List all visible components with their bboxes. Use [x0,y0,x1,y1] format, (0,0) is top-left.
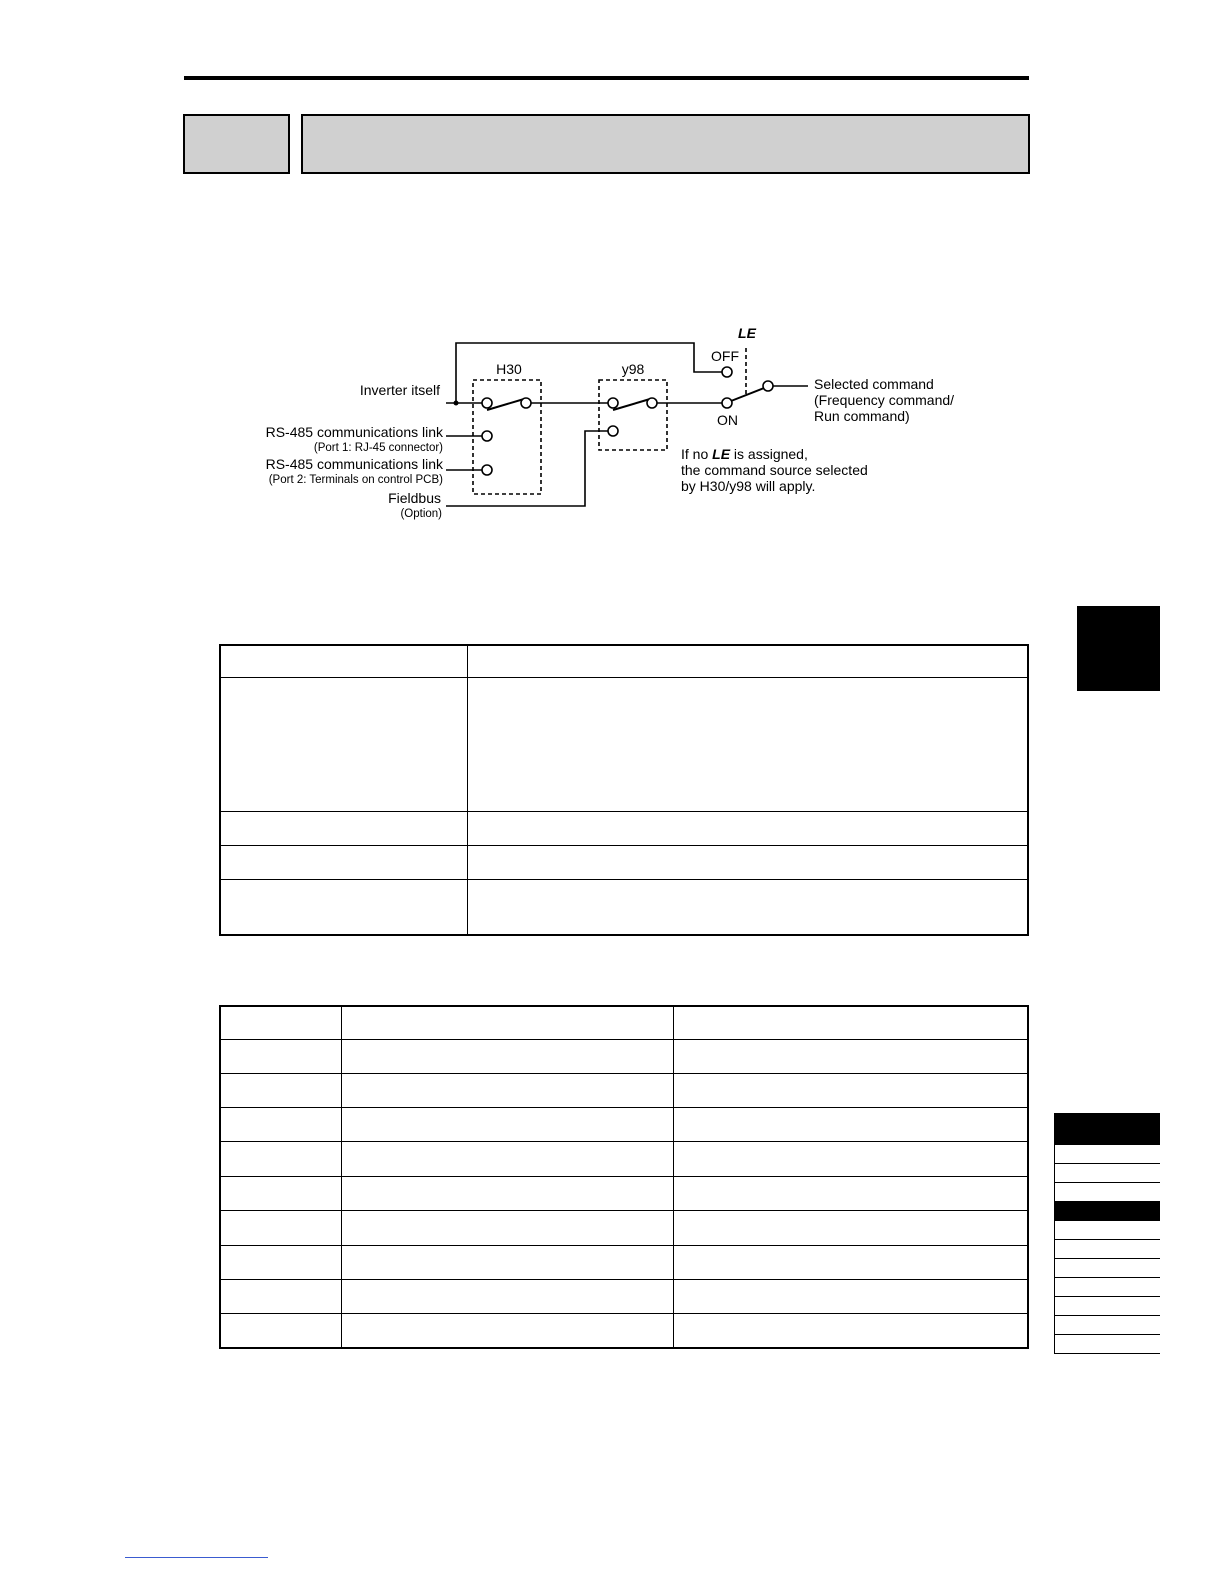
table-cell [220,1176,341,1210]
chapter-tab[interactable] [1077,606,1160,691]
table-cell [673,1245,1028,1279]
input-sublabel-port2: (Port 2: Terminals on control PCB) [268,474,443,486]
footer-link-underline[interactable] [125,1557,268,1558]
input-sublabel-port1: (Port 1: RJ-45 connector) [313,442,443,454]
side-index-item[interactable] [1054,1145,1160,1164]
side-index-item-active[interactable] [1054,1113,1160,1145]
table-cell [220,845,467,879]
table-cell [673,1279,1028,1313]
input-label-inverter: Inverter itself [359,382,440,398]
side-index-item[interactable] [1054,1316,1160,1335]
input-label-port1: RS-485 communications link [265,424,443,440]
junction-dot [454,401,459,406]
table-cell [673,1107,1028,1141]
table-row [220,677,1028,811]
side-index-item-active[interactable] [1054,1202,1160,1221]
h30-contact-common [521,398,531,408]
command-source-table [219,644,1029,936]
table-cell [341,1245,673,1279]
table-cell [220,1107,341,1141]
h30-label: H30 [496,361,522,377]
h30-contact-3 [482,465,492,475]
table-row [220,1141,1028,1176]
input-label-port2: RS-485 communications link [265,456,443,472]
table-row [220,1210,1028,1245]
le-label: LE [738,325,756,341]
le-blade [731,388,764,401]
note-line-3: by H30/y98 will apply. [681,478,816,494]
side-index-item[interactable] [1054,1221,1160,1240]
side-index-item[interactable] [1054,1278,1160,1297]
le-off-contact [722,367,732,377]
table-cell [341,1279,673,1313]
table-cell [220,811,467,845]
y98-contact-2 [608,426,618,436]
table-cell [341,1313,673,1348]
y98-switch-box [599,380,667,450]
h30-contact-1 [482,398,492,408]
output-label-3: Run command) [814,408,910,424]
table-row [220,845,1028,879]
side-index-item[interactable] [1054,1335,1160,1354]
command-source-diagram [0,0,1224,560]
table-cell [220,1141,341,1176]
table-cell [341,1210,673,1245]
table-cell [220,1006,341,1039]
table-cell [341,1006,673,1039]
table-cell [673,1176,1028,1210]
table-cell [220,1073,341,1107]
side-index-item[interactable] [1054,1164,1160,1183]
table-row [220,1039,1028,1073]
table-row [220,1073,1028,1107]
output-label-2: (Frequency command/ [814,392,955,408]
table-cell [467,677,1028,811]
table-row [220,1245,1028,1279]
table-cell [673,1313,1028,1348]
side-index-item[interactable] [1054,1240,1160,1259]
table-cell [467,645,1028,677]
y98-contact-1 [608,398,618,408]
setting-table [219,1005,1029,1349]
on-label: ON [717,412,738,428]
h30-contact-2 [482,431,492,441]
side-index-item[interactable] [1054,1297,1160,1316]
table-cell [220,1210,341,1245]
table-cell [341,1141,673,1176]
y98-contact-common [647,398,657,408]
table-cell [220,1245,341,1279]
table-row [220,1313,1028,1348]
input-sublabel-fieldbus: (Option) [400,508,442,520]
table-cell [220,1313,341,1348]
table-cell [673,1039,1028,1073]
table-row [220,1176,1028,1210]
table-row [220,1279,1028,1313]
table-cell [467,845,1028,879]
table-cell [673,1141,1028,1176]
table-row [220,1006,1028,1039]
table-cell [467,811,1028,845]
table-cell [341,1039,673,1073]
table-cell [220,1279,341,1313]
input-label-fieldbus: Fieldbus [388,490,441,506]
table-cell [673,1006,1028,1039]
table-cell [220,677,467,811]
note-line-1: If no LE is assigned, [681,446,808,462]
off-label: OFF [711,348,739,364]
table-cell [220,645,467,677]
table-cell [341,1107,673,1141]
table-row [220,1107,1028,1141]
side-index [1054,1113,1160,1354]
table-cell [341,1073,673,1107]
output-label-1: Selected command [814,376,934,392]
table-row [220,811,1028,845]
note-line-2: the command source selected [681,462,868,478]
table-cell [220,1039,341,1073]
y98-label: y98 [621,361,645,377]
table-cell [220,879,467,935]
table-cell [673,1073,1028,1107]
le-common-contact [763,381,773,391]
side-index-item[interactable] [1054,1183,1160,1202]
table-row [220,879,1028,935]
table-row [220,645,1028,677]
table-cell [673,1210,1028,1245]
table-cell [341,1176,673,1210]
table-cell [467,879,1028,935]
le-on-contact [722,398,732,408]
side-index-item[interactable] [1054,1259,1160,1278]
